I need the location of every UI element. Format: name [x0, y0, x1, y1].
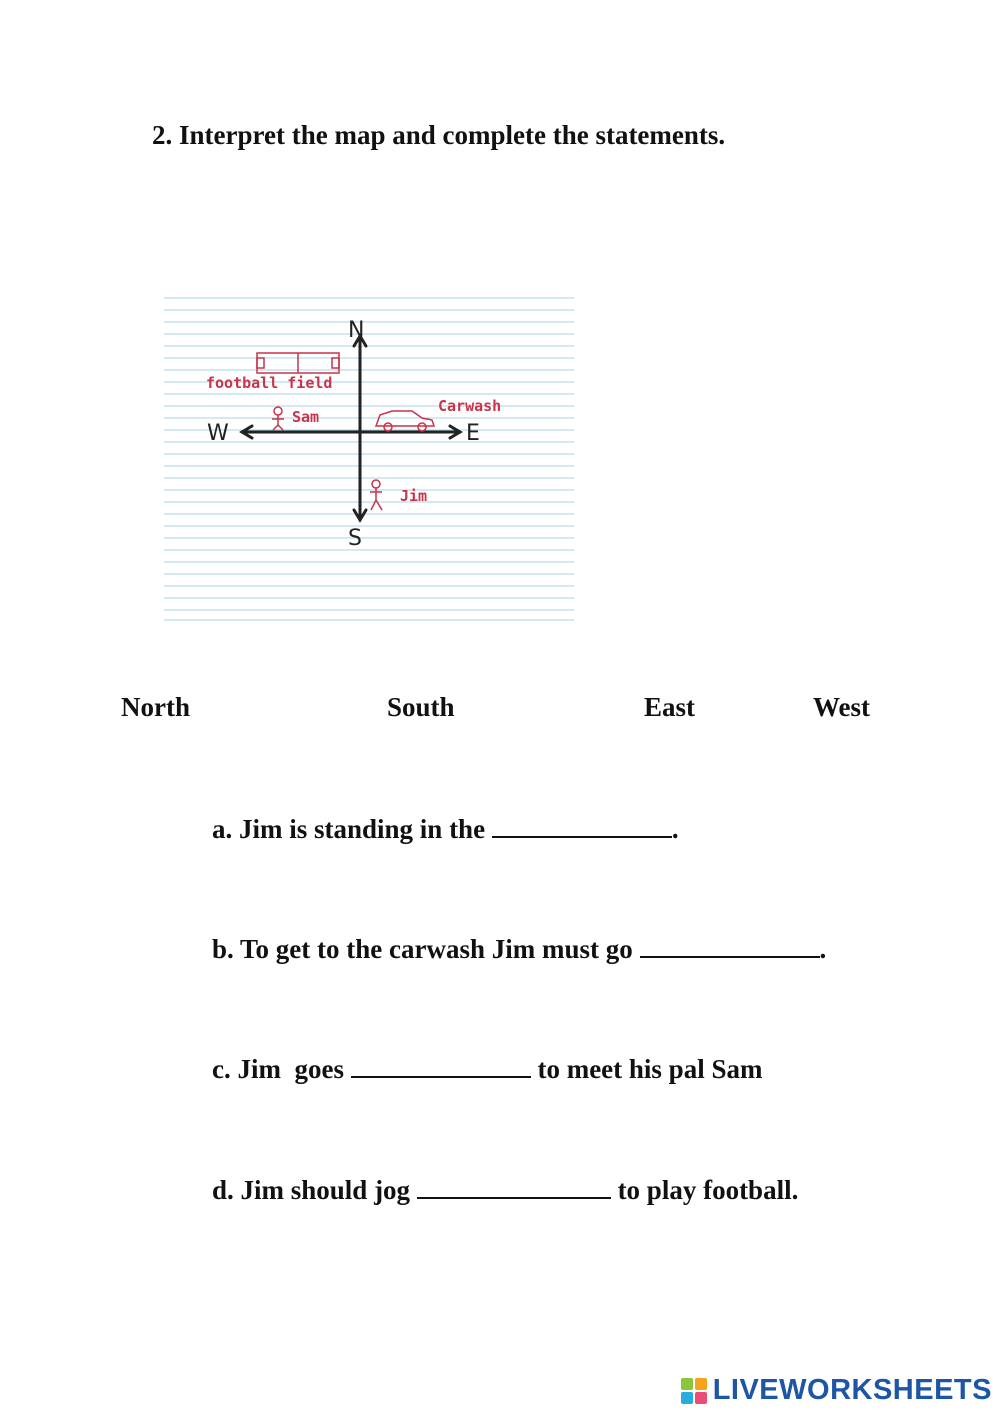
word-bank-east: East: [644, 692, 696, 722]
worksheet-title: 2. Interpret the map and complete the statements.: [152, 120, 726, 150]
word-bank-north: North: [121, 692, 190, 722]
statement-a-text: a. Jim is standing in the: [212, 814, 486, 844]
liveworksheets-brand: [681, 1374, 992, 1407]
sam-label: Sam: [292, 408, 320, 426]
brand-text: LIVEWORKSHEETS: [712, 1374, 992, 1406]
statement-b-end: .: [819, 934, 827, 964]
blank-b[interactable]: [640, 932, 820, 958]
football-field-label: football field: [206, 374, 333, 392]
north-label: N: [348, 318, 365, 343]
blank-d[interactable]: [417, 1173, 611, 1199]
carwash-label: Carwash: [438, 397, 502, 415]
statement-a-end: .: [671, 814, 679, 844]
lined-paper: [164, 292, 574, 622]
blank-c[interactable]: [351, 1052, 531, 1078]
statement-c: [212, 1052, 762, 1085]
compass-map: [120, 258, 600, 638]
blank-a[interactable]: [492, 812, 672, 838]
word-bank-west: West: [813, 692, 870, 722]
statement-d-text: d. Jim should jog: [212, 1175, 411, 1205]
statement-b-text: b. To get to the carwash Jim must go: [212, 934, 633, 964]
east-label: E: [466, 421, 480, 446]
statement-d: [212, 1173, 798, 1206]
south-label: S: [348, 526, 362, 551]
statement-a: [212, 812, 679, 845]
west-label: W: [207, 421, 229, 446]
statement-b: [212, 932, 826, 965]
statement-c-text: c. Jim goes: [212, 1054, 344, 1084]
statement-c-end: to meet his pal Sam: [537, 1054, 763, 1084]
liveworksheets-logo-icon: [681, 1378, 707, 1404]
word-bank-south: South: [387, 692, 455, 722]
statement-d-end: to play football.: [617, 1175, 799, 1205]
jim-label: Jim: [400, 487, 428, 505]
